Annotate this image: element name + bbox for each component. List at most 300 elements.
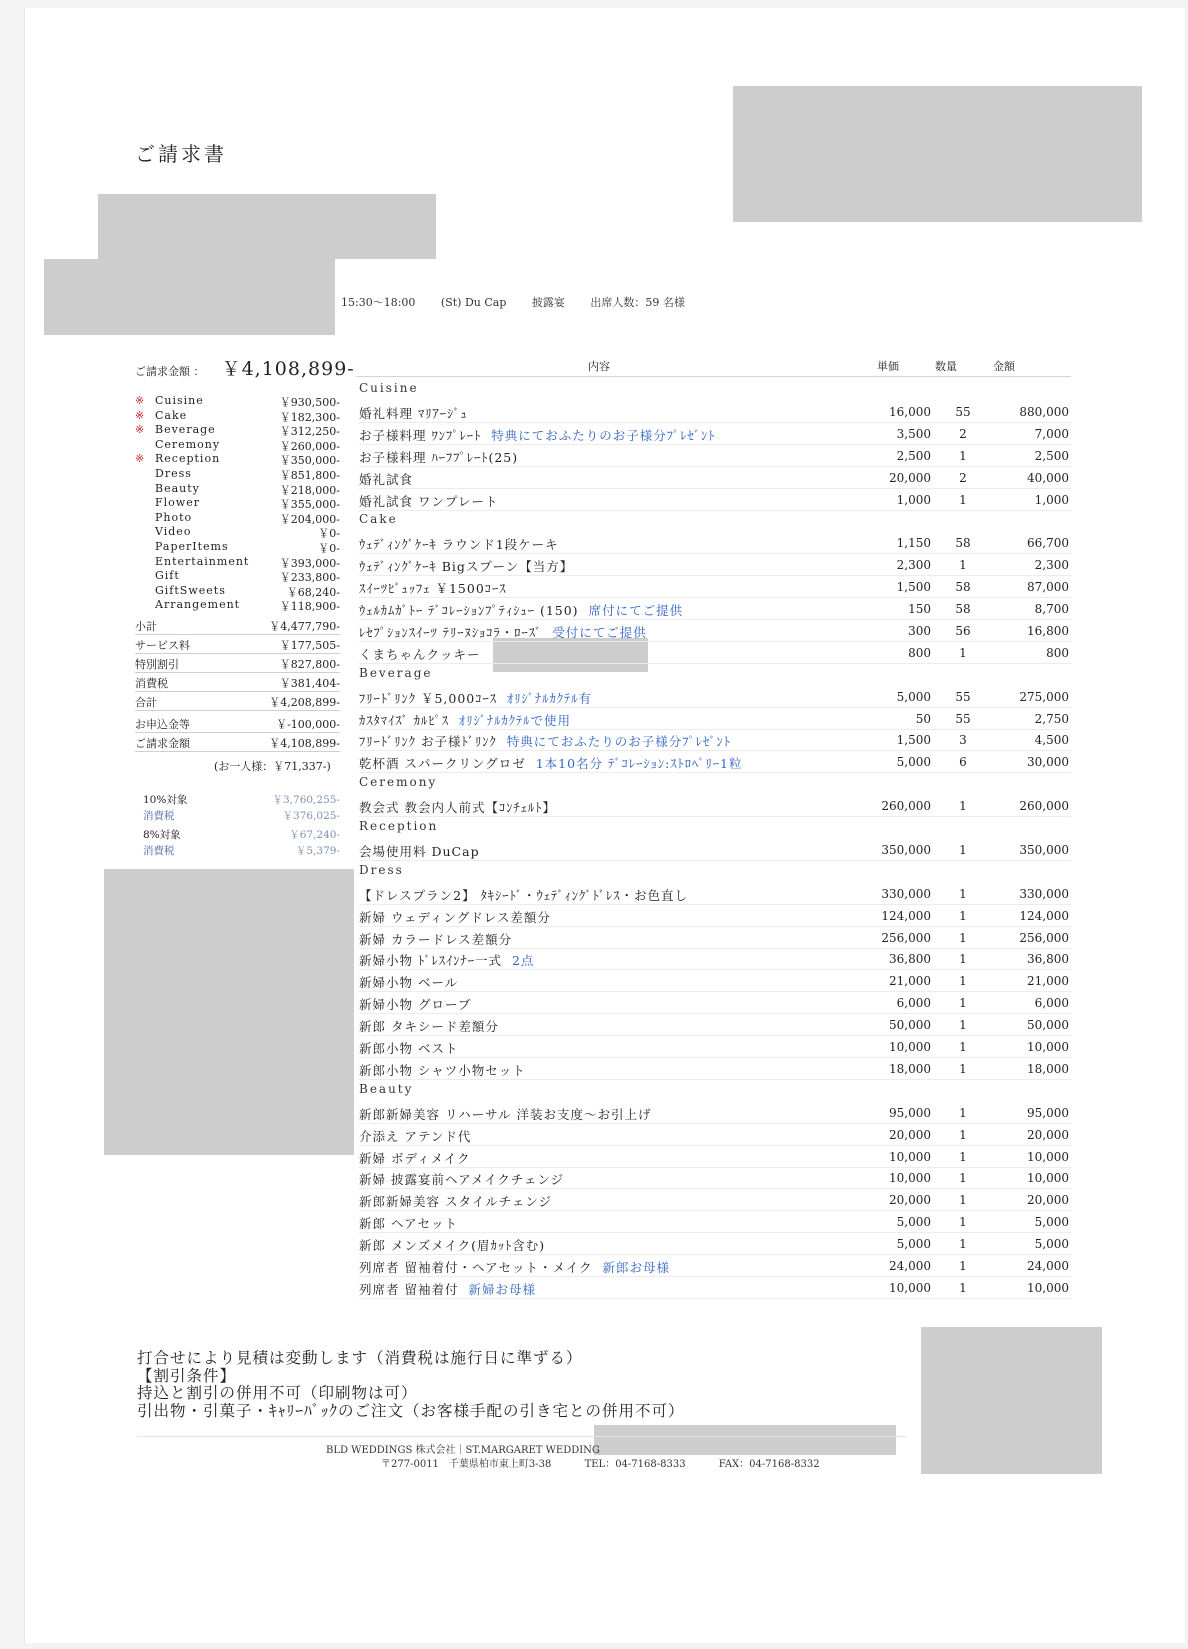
quantity: 1 bbox=[959, 1193, 967, 1208]
quantity: 1 bbox=[959, 448, 967, 463]
line-amount: 5,000 bbox=[1034, 1215, 1069, 1230]
table-row bbox=[359, 533, 1071, 554]
unit-price: 350,000 bbox=[881, 842, 931, 857]
footer-note: 【割引条件】 bbox=[137, 1366, 237, 1385]
table-row bbox=[359, 468, 1071, 489]
redacted-block bbox=[98, 194, 436, 259]
table-row bbox=[359, 884, 1071, 905]
item-name: ｳｪﾃﾞｨﾝｸﾞｹｰｷ ラウンド1段ケーキ bbox=[359, 537, 559, 553]
quantity: 1 bbox=[959, 492, 967, 507]
item-description bbox=[359, 557, 573, 575]
item-description bbox=[359, 1214, 458, 1232]
unit-price: 18,000 bbox=[889, 1061, 931, 1076]
total-amount bbox=[135, 354, 355, 381]
line-amount: 256,000 bbox=[1019, 930, 1069, 945]
table-row bbox=[359, 1168, 1071, 1189]
table-row bbox=[359, 1059, 1071, 1080]
total-row bbox=[135, 735, 340, 751]
total-name: サービス料 bbox=[135, 639, 190, 652]
unit-price: 2,500 bbox=[896, 448, 931, 463]
line-amount: 2,300 bbox=[1034, 558, 1069, 573]
redacted-block bbox=[104, 869, 354, 1155]
category-name: Beauty bbox=[155, 481, 200, 495]
quantity: 6 bbox=[959, 755, 967, 770]
category-row bbox=[135, 525, 340, 539]
item-description bbox=[359, 1017, 499, 1035]
unit-price: 10,000 bbox=[889, 1149, 931, 1164]
item-description bbox=[359, 1039, 458, 1057]
item-description bbox=[359, 930, 512, 948]
category-row bbox=[135, 409, 340, 423]
unit-price: 24,000 bbox=[889, 1259, 931, 1273]
item-name: 列席者 留袖着付 bbox=[359, 1281, 459, 1297]
line-amount: 40,000 bbox=[1027, 470, 1069, 485]
category-row bbox=[135, 584, 340, 598]
item-note: 特典にておふたりのお子様分ﾌﾟﾚｾﾞﾝﾄ bbox=[491, 427, 716, 443]
item-description bbox=[359, 995, 471, 1013]
unit-price: 10,000 bbox=[889, 1171, 931, 1186]
item-name: 会場使用料 DuCap bbox=[359, 843, 480, 859]
quantity: 1 bbox=[959, 1215, 967, 1230]
line-amount: 6,000 bbox=[1034, 996, 1069, 1011]
asterisk-mark: ※ bbox=[135, 394, 145, 407]
quantity: 58 bbox=[955, 602, 971, 616]
event-time: 15:30〜18:00 bbox=[341, 296, 416, 309]
item-name: ﾚｾﾌﾟｼｮﾝｽｲｰﾂ ﾃﾘｰﾇｼｮｺﾗ・ﾛｰｽﾞ bbox=[359, 624, 543, 640]
quantity: 1 bbox=[959, 1259, 967, 1273]
unit-price: 1,000 bbox=[896, 492, 931, 507]
total-name: 特別割引 bbox=[135, 658, 179, 671]
line-amount: 87,000 bbox=[1027, 580, 1069, 595]
category-row bbox=[135, 438, 340, 452]
unit-price: 20,000 bbox=[889, 1127, 931, 1142]
unit-price: 260,000 bbox=[881, 799, 931, 814]
unit-price: 150 bbox=[908, 602, 931, 616]
item-name: ｶｽﾀﾏｲｽﾞ ｶﾙﾋﾟｽ bbox=[359, 712, 449, 728]
unit-price: 3,500 bbox=[896, 426, 931, 441]
line-amount: 16,800 bbox=[1027, 623, 1069, 638]
item-description bbox=[359, 1192, 552, 1210]
category-name: Ceremony bbox=[155, 437, 221, 451]
category-amount: ￥312,250- bbox=[279, 425, 340, 439]
line-amount: 10,000 bbox=[1027, 1149, 1069, 1164]
quantity: 1 bbox=[959, 908, 967, 923]
line-amount: 1,000 bbox=[1034, 492, 1069, 507]
event-attendance: 出席人数：59 名様 bbox=[590, 296, 685, 309]
item-name: 新郎 ヘアセット bbox=[359, 1216, 458, 1232]
line-amount: 275,000 bbox=[1019, 689, 1069, 704]
fax-number: FAX：04-7168-8332 bbox=[718, 1459, 820, 1470]
table-row bbox=[359, 1037, 1071, 1058]
item-description bbox=[359, 623, 647, 641]
unit-price: 20,000 bbox=[889, 1193, 931, 1208]
total-value: ￥4,208,899- bbox=[269, 696, 340, 709]
total-name: 消費税 bbox=[135, 677, 168, 690]
asterisk-mark: ※ bbox=[135, 452, 145, 466]
unit-price: 36,800 bbox=[889, 952, 931, 967]
event-info bbox=[341, 294, 707, 310]
table-row bbox=[359, 1190, 1071, 1211]
category-name: Gift bbox=[155, 569, 180, 583]
quantity: 1 bbox=[959, 558, 967, 573]
postal-address: 〒277-0011 千葉県柏市東上町3-38 bbox=[381, 1459, 552, 1470]
unit-price: 2,300 bbox=[896, 558, 931, 573]
section-heading: Reception bbox=[359, 819, 439, 833]
table-row bbox=[359, 709, 1071, 730]
item-name: 新婦 カラードレス差額分 bbox=[359, 931, 513, 947]
item-name: ｽｲｰﾂﾋﾞｭｯﾌｪ ￥1500ｺｰｽ bbox=[359, 581, 507, 597]
line-amount: 2,500 bbox=[1034, 448, 1069, 463]
category-amount: ￥851,800- bbox=[279, 469, 340, 482]
unit-price: 1,500 bbox=[896, 580, 931, 595]
header-divider bbox=[356, 376, 1071, 377]
quantity: 1 bbox=[959, 1018, 967, 1033]
table-row bbox=[359, 643, 1071, 664]
category-name: Beverage bbox=[155, 423, 216, 437]
quantity: 1 bbox=[959, 1127, 967, 1142]
total-row bbox=[135, 637, 340, 653]
section-heading: Beauty bbox=[359, 1081, 414, 1096]
row-divider bbox=[135, 710, 340, 711]
item-name: 列席者 留袖着付・ヘアセット・メイク bbox=[359, 1260, 593, 1275]
category-row bbox=[135, 394, 340, 408]
redacted-block bbox=[44, 259, 335, 335]
category-name: Dress bbox=[155, 467, 192, 480]
table-row bbox=[359, 402, 1071, 423]
total-name: 合計 bbox=[135, 696, 157, 709]
unit-price: 6,000 bbox=[896, 996, 931, 1011]
quantity: 2 bbox=[959, 426, 967, 441]
line-amount: 66,700 bbox=[1027, 536, 1069, 551]
redacted-block bbox=[594, 1425, 896, 1455]
redacted-block bbox=[921, 1327, 1102, 1474]
line-amount: 10,000 bbox=[1027, 1171, 1069, 1186]
table-row bbox=[359, 752, 1071, 773]
asterisk-mark: ※ bbox=[135, 408, 145, 422]
table-row bbox=[359, 555, 1071, 576]
row-divider bbox=[135, 672, 340, 673]
item-name: お子様料理 ﾊｰﾌﾌﾟﾚｰﾄ(25) bbox=[359, 449, 519, 465]
item-description bbox=[359, 754, 742, 772]
line-amount: 36,800 bbox=[1027, 952, 1069, 967]
item-description bbox=[359, 1127, 471, 1145]
table-row bbox=[359, 971, 1071, 992]
item-description bbox=[359, 470, 413, 488]
section-heading: Ceremony bbox=[359, 775, 438, 790]
category-row bbox=[135, 496, 340, 510]
unit-price: 95,000 bbox=[889, 1105, 931, 1120]
line-amount: 330,000 bbox=[1019, 886, 1069, 901]
item-name: お子様料理 ﾜﾝﾌﾟﾚｰﾄ bbox=[359, 427, 482, 443]
table-row bbox=[359, 424, 1071, 445]
document-title: ご請求書 bbox=[135, 142, 227, 166]
line-amount: 20,000 bbox=[1027, 1193, 1069, 1208]
quantity: 1 bbox=[959, 799, 967, 814]
tax-amount: ￥67,240- bbox=[289, 829, 340, 841]
total-row bbox=[135, 618, 340, 634]
tel-number: TEL：04-7168-8333 bbox=[584, 1459, 686, 1470]
item-note: 受付にてご提供 bbox=[552, 624, 647, 640]
category-name: Entertainment bbox=[155, 554, 250, 568]
line-amount: 18,000 bbox=[1027, 1061, 1069, 1076]
quantity: 2 bbox=[959, 470, 967, 485]
line-amount: 5,000 bbox=[1034, 1237, 1069, 1252]
item-name: 新郎小物 シャツ小物セット bbox=[359, 1062, 526, 1078]
quantity: 1 bbox=[959, 974, 967, 989]
quantity: 58 bbox=[955, 580, 971, 595]
total-value: ￥4,108,899- bbox=[221, 358, 355, 380]
quantity: 55 bbox=[955, 404, 971, 419]
total-name: ご請求金額 bbox=[135, 737, 190, 750]
table-row bbox=[359, 1278, 1071, 1299]
item-description bbox=[359, 689, 592, 707]
category-row bbox=[135, 452, 340, 466]
item-description bbox=[359, 842, 480, 860]
asterisk-mark: ※ bbox=[135, 423, 145, 437]
quantity: 1 bbox=[959, 930, 967, 945]
section-heading: Cake bbox=[359, 512, 398, 527]
line-amount: 350,000 bbox=[1019, 842, 1069, 857]
item-description bbox=[359, 601, 683, 619]
item-name: 婚礼試食 bbox=[359, 471, 414, 487]
item-name: 新郎新婦美容 スタイルチェンジ bbox=[359, 1194, 553, 1210]
unit-price: 20,000 bbox=[889, 470, 931, 485]
item-name: 教会式 教会内人前式【ｺﾝﾁｪﾙﾄ】 bbox=[359, 800, 556, 816]
category-row bbox=[135, 467, 340, 481]
unit-price: 330,000 bbox=[881, 886, 931, 901]
total-value: ￥827,800- bbox=[279, 658, 340, 671]
row-divider bbox=[135, 751, 340, 752]
event-venue: (St) Du Cap bbox=[440, 296, 507, 309]
total-row bbox=[135, 675, 340, 691]
category-amount: ￥233,800- bbox=[279, 571, 340, 585]
category-row bbox=[135, 423, 340, 437]
item-note: 新郎お母様 bbox=[602, 1260, 670, 1275]
total-value: ￥177,505- bbox=[279, 639, 340, 652]
item-note: ｵﾘｼﾞﾅﾙｶｸﾃﾙ有 bbox=[507, 690, 593, 706]
row-divider bbox=[135, 691, 340, 692]
section-heading: Dress bbox=[359, 862, 404, 877]
tax-amount: ￥376,025- bbox=[282, 810, 340, 822]
item-note: ｵﾘｼﾞﾅﾙｶｸﾃﾙで使用 bbox=[458, 712, 571, 728]
tax-amount: ￥5,379- bbox=[295, 845, 340, 857]
item-note: 新婦お母様 bbox=[468, 1281, 536, 1297]
unit-price: 16,000 bbox=[889, 404, 931, 419]
line-amount: 7,000 bbox=[1034, 426, 1069, 441]
unit-price: 50 bbox=[915, 711, 931, 726]
category-row bbox=[135, 540, 340, 554]
category-row bbox=[135, 598, 340, 612]
item-name: 新婦小物 グローブ bbox=[359, 997, 472, 1013]
table-row bbox=[359, 1234, 1071, 1255]
unit-price: 5,000 bbox=[896, 1215, 931, 1230]
item-note: 席付にてご提供 bbox=[588, 603, 684, 618]
unit-price: 124,000 bbox=[881, 908, 931, 923]
item-name: 新婦小物 ﾄﾞﾚｽｲﾝﾅｰ一式 bbox=[359, 953, 502, 969]
unit-price: 1,500 bbox=[896, 733, 931, 748]
item-name: 【ドレスプラン2】 ﾀｷｼｰﾄﾞ・ｳｪﾃﾞｨﾝｸﾞﾄﾞﾚｽ・お色直し bbox=[359, 887, 689, 903]
category-row bbox=[135, 511, 340, 525]
quantity: 1 bbox=[959, 952, 967, 967]
category-amount: ￥0- bbox=[318, 542, 340, 555]
category-name: Flower bbox=[155, 496, 200, 510]
unit-price: 5,000 bbox=[896, 689, 931, 704]
category-row bbox=[135, 569, 340, 583]
item-name: 新婦 披露宴前ヘアメイクチェンジ bbox=[359, 1172, 565, 1188]
unit-price: 5,000 bbox=[896, 1237, 931, 1252]
total-row bbox=[135, 656, 340, 672]
unit-price: 5,000 bbox=[896, 755, 931, 770]
item-description bbox=[359, 645, 481, 663]
line-amount: 21,000 bbox=[1027, 974, 1069, 989]
item-name: 新郎 メンズメイク(眉ｶｯﾄ含む) bbox=[359, 1238, 546, 1254]
item-name: 新婦 ボディメイク bbox=[359, 1150, 471, 1166]
item-name: 新郎 タキシード差額分 bbox=[359, 1019, 499, 1035]
item-description bbox=[359, 1149, 470, 1167]
footer-note: 持込と割引の併用不可（印刷物は可） bbox=[137, 1384, 418, 1402]
footer-note: 打合せにより見積は変動します（消費税は施行日に準ずる） bbox=[137, 1349, 583, 1367]
item-note: 2点 bbox=[511, 953, 535, 969]
table-row bbox=[359, 928, 1071, 949]
category-amount: ￥355,000- bbox=[279, 498, 340, 512]
item-name: 新郎小物 ベスト bbox=[359, 1041, 459, 1056]
item-name: 婚礼試食 ワンプレート bbox=[359, 493, 499, 509]
quantity: 1 bbox=[959, 1061, 967, 1076]
table-row bbox=[359, 906, 1071, 927]
item-description bbox=[359, 1105, 651, 1123]
item-description bbox=[359, 973, 458, 991]
line-amount: 20,000 bbox=[1027, 1127, 1069, 1142]
unit-price: 1,150 bbox=[896, 536, 931, 551]
unit-price: 10,000 bbox=[889, 1040, 931, 1054]
total-value: ￥4,108,899- bbox=[269, 737, 340, 750]
category-name: Video bbox=[155, 525, 192, 539]
event-type: 披露宴 bbox=[531, 296, 565, 309]
tax-name: 消費税 bbox=[143, 845, 175, 857]
item-description bbox=[359, 535, 559, 553]
item-description bbox=[359, 448, 518, 466]
unit-price: 300 bbox=[908, 623, 931, 638]
table-row bbox=[359, 1103, 1071, 1124]
quantity: 1 bbox=[959, 645, 967, 660]
item-description bbox=[359, 492, 498, 510]
section-heading: Beverage bbox=[359, 665, 433, 680]
tax-row bbox=[143, 827, 340, 842]
header-desc: 内容 bbox=[588, 360, 610, 373]
tax-row bbox=[143, 792, 340, 807]
table-row bbox=[359, 687, 1071, 708]
category-name: Cake bbox=[155, 408, 188, 422]
tax-name: 8%対象 bbox=[143, 829, 181, 841]
item-name: ｳｪﾃﾞｨﾝｸﾞｹｰｷ Bigスプーン【当方】 bbox=[359, 559, 574, 575]
quantity: 1 bbox=[959, 1105, 967, 1120]
item-name: 乾杯酒 スパークリングロゼ bbox=[359, 756, 526, 772]
item-description bbox=[359, 908, 551, 926]
item-description bbox=[359, 404, 468, 422]
category-amount: ￥0- bbox=[318, 527, 340, 541]
item-note: 特典にておふたりのお子様分ﾌﾟﾚｾﾞﾝﾄ bbox=[506, 734, 731, 750]
quantity: 3 bbox=[959, 733, 967, 748]
total-value: ￥-100,000- bbox=[276, 718, 340, 731]
quantity: 56 bbox=[955, 623, 971, 638]
redacted-block bbox=[733, 86, 1142, 222]
category-amount: ￥68,240- bbox=[286, 585, 340, 599]
total-label: ご請求金額 ： bbox=[135, 365, 205, 378]
quantity: 1 bbox=[959, 842, 967, 857]
category-name: Arrangement bbox=[155, 598, 241, 612]
item-name: くまちゃんクッキー bbox=[359, 646, 481, 662]
category-amount: ￥218,000- bbox=[279, 483, 340, 497]
table-row bbox=[359, 1125, 1071, 1146]
line-amount: 4,500 bbox=[1034, 733, 1069, 748]
row-divider bbox=[135, 653, 340, 654]
quantity: 1 bbox=[959, 996, 967, 1011]
unit-price: 21,000 bbox=[889, 974, 931, 989]
quantity: 58 bbox=[955, 536, 971, 551]
table-row bbox=[359, 621, 1071, 642]
item-description bbox=[359, 1280, 536, 1298]
line-amount: 260,000 bbox=[1019, 799, 1069, 814]
category-amount: ￥260,000- bbox=[279, 439, 340, 453]
item-name: ｳｪﾙｶﾑｶﾞﾄｰ ﾃﾞｺﾚｰｼｮﾝﾌﾟﾃｨｼｭｰ (150) bbox=[359, 603, 579, 618]
line-amount: 10,000 bbox=[1027, 1040, 1069, 1054]
table-row bbox=[359, 1256, 1071, 1277]
table-row bbox=[359, 490, 1071, 511]
table-row bbox=[359, 599, 1071, 620]
line-amount: 30,000 bbox=[1027, 755, 1069, 770]
category-name: PaperItems bbox=[155, 540, 229, 553]
item-description bbox=[359, 579, 507, 597]
section-heading: Cuisine bbox=[359, 381, 419, 395]
table-row bbox=[359, 1212, 1071, 1233]
tax-row bbox=[143, 808, 340, 823]
tax-row bbox=[143, 843, 340, 858]
line-amount: 50,000 bbox=[1027, 1018, 1069, 1033]
category-amount: ￥350,000- bbox=[279, 454, 340, 468]
item-description bbox=[359, 951, 534, 969]
item-name: 新郎新婦美容 リハーサル 洋装お支度〜お引上げ bbox=[359, 1106, 652, 1122]
category-amount: ￥393,000- bbox=[279, 556, 340, 570]
category-amount: ￥930,500- bbox=[279, 396, 340, 409]
unit-price: 10,000 bbox=[889, 1280, 931, 1295]
table-row bbox=[359, 446, 1071, 467]
quantity: 55 bbox=[955, 689, 971, 704]
table-row bbox=[359, 730, 1071, 751]
item-name: 婚礼料理 ﾏﾘｱｰｼﾞｭ bbox=[359, 405, 468, 421]
category-name: Photo bbox=[155, 510, 193, 524]
item-name: 新婦 ウェディングドレス差額分 bbox=[359, 909, 551, 925]
item-description bbox=[359, 426, 716, 444]
item-name: ﾌﾘｰﾄﾞﾘﾝｸ お子様ﾄﾞﾘﾝｸ bbox=[359, 734, 497, 750]
unit-price: 256,000 bbox=[881, 930, 931, 945]
item-description bbox=[359, 711, 571, 729]
line-amount: 10,000 bbox=[1027, 1280, 1069, 1295]
company-address bbox=[381, 1455, 850, 1470]
quantity: 1 bbox=[959, 886, 967, 901]
quantity: 1 bbox=[959, 1040, 967, 1054]
category-amount: ￥204,000- bbox=[279, 512, 340, 526]
item-description bbox=[359, 1236, 545, 1254]
total-name: 小計 bbox=[135, 620, 157, 633]
total-value: ￥381,404- bbox=[279, 677, 340, 690]
per-person-amount: (お一人様：￥71,337-) bbox=[214, 760, 331, 773]
total-row bbox=[135, 716, 340, 732]
item-name: 介添え アテンド代 bbox=[359, 1128, 472, 1144]
header-unit: 単価 bbox=[877, 360, 899, 373]
item-description bbox=[359, 798, 556, 816]
line-amount: 2,750 bbox=[1034, 711, 1069, 726]
row-divider bbox=[135, 732, 340, 733]
